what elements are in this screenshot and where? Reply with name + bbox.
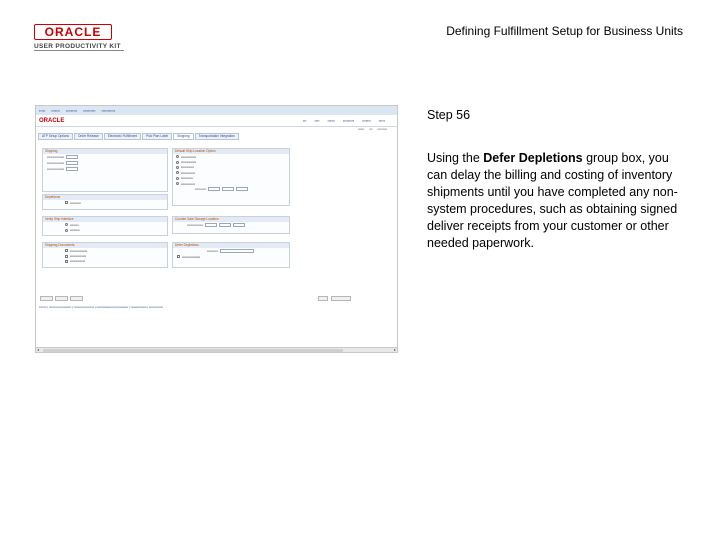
checkbox-option[interactable]: [173, 254, 289, 259]
verify-ship-interface-group: [42, 216, 168, 236]
defer-depletions-header: Defer Depletions: [173, 243, 289, 248]
field-label: ▪▪▪▪▪▪▪▪▪▪▪▪▪▪▪▪: [47, 167, 65, 171]
field-row: [173, 222, 289, 228]
defer-depletion-select[interactable]: [220, 249, 254, 253]
depletions-header: Depletions: [43, 195, 167, 200]
field-input[interactable]: [66, 155, 78, 159]
radio-icon: [176, 161, 179, 164]
defer-depletions-group: [172, 242, 290, 268]
field-label: ▪▪▪▪▪▪▪▪▪▪: [207, 249, 218, 253]
checkbox-icon: [65, 249, 68, 252]
tab-pick-plan-label[interactable]: Pick Plan Label: [142, 133, 172, 140]
checkbox-icon: [65, 260, 68, 263]
checkbox-option[interactable]: [43, 259, 167, 264]
screenshot-header-links: [303, 119, 397, 123]
shipping-group-header: Shipping: [43, 149, 167, 154]
checkbox-icon: [65, 255, 68, 258]
field-label: ▪▪▪▪▪▪▪▪▪▪▪▪▪▪▪▪: [47, 155, 65, 159]
header-link: ▪▪▪▪▪▪: [327, 118, 335, 123]
shipping-documents-group: [42, 242, 168, 268]
tab-atp-setup[interactable]: ATP Setup Options: [38, 133, 73, 140]
checkbox-label: ▪▪▪▪▪▪▪▪▪▪▪▪▪▪▪▪▪: [182, 254, 201, 259]
header-link: ▪▪▪▪: [314, 118, 320, 123]
logo-product: USER PRODUCTIVITY KIT: [34, 43, 121, 50]
radio-icon: [176, 166, 179, 169]
screenshot-footer-links: ▪▪▪▪▪▪▪ | ▪▪▪▪▪▪▪▪▪▪▪▪▪▪▪▪▪▪▪▪▪ | ▪▪▪▪▪▪▪▪▪▪▪▪▪▪▪▪▪▪▪ | ▪▪▪▪▪▪▪▪▪▪▪▪▪▪▪▪▪▪▪▪▪▪▪▪▪▪▪▪▪▪ | ▪▪▪▪▪▪▪▪▪▪▪▪▪▪▪ | ▪▪▪▪▪▪▪▪▪▪▪▪▪: [39, 305, 163, 309]
screenshot-row-4: [36, 240, 397, 268]
screenshot-button-bar-right: [318, 296, 351, 301]
checkbox-label: ▪▪▪▪▪▪▪▪▪▪: [70, 200, 81, 205]
counter-sale-group: [172, 216, 290, 234]
scrollbar-thumb[interactable]: [43, 349, 343, 352]
toolbar-button[interactable]: [55, 296, 68, 301]
screenshot-tabs: [36, 133, 397, 140]
radio-icon: [176, 182, 179, 185]
screenshot-brand: ORACLE: [39, 117, 65, 124]
checkbox-icon: [65, 201, 68, 204]
counter-sale-header: Counter Sale Storage Location: [173, 217, 289, 222]
header-link: ▪▪▪▪▪▪▪: [362, 118, 371, 123]
screenshot-top-nav: [36, 106, 397, 115]
nav-crumb: ▪▪▪▪▪▪▪: [51, 108, 60, 113]
tab-shipping[interactable]: Shipping: [173, 133, 193, 140]
screenshot-button-bar: [40, 296, 83, 301]
step-title: Step 56: [427, 108, 471, 122]
logo-brand: ORACLE: [34, 24, 112, 40]
step-text-rest: group box, you can delay the billing and costing of inventory shipments until you have completed any non-system procedures, such as obtaining signed deliver receipts from your customer or other needed paperwork.: [427, 151, 678, 250]
verify-ship-interface-header: Verify Ship Interface: [43, 217, 167, 222]
radio-label: ▪▪▪▪▪▪▪▪▪: [70, 228, 80, 233]
radio-label: ▪▪▪▪▪▪▪▪▪▪▪▪▪▪: [181, 154, 196, 159]
header-divider: [34, 50, 124, 51]
radio-icon: [65, 229, 68, 232]
checkbox-label: ▪▪▪▪▪▪▪▪▪▪▪▪▪▪▪: [70, 254, 86, 259]
oracle-upk-logo: [34, 24, 124, 50]
subbar-link: ▪▪▪▪▪▪: [357, 127, 365, 131]
field-input[interactable]: [66, 161, 78, 165]
radio-icon: [176, 155, 179, 158]
radio-label: ▪▪▪▪▪▪▪▪▪▪▪▪▪▪: [181, 160, 196, 165]
radio-label: ▪▪▪▪▪▪▪▪▪▪▪▪▪: [181, 170, 195, 175]
default-ship-location-header: Default Ship Location Option: [173, 149, 289, 154]
header-link: ▪▪▪▪▪: [378, 118, 385, 123]
header-link: ▪▪▪▪▪▪▪▪▪: [342, 118, 355, 123]
checkbox-label: ▪▪▪▪▪▪▪▪▪▪▪▪▪▪▪▪: [70, 248, 88, 253]
nav-crumb: ▪▪▪▪▪▪▪▪▪▪: [83, 108, 96, 113]
shipping-group: [42, 148, 168, 192]
tab-transportation[interactable]: Transportation Integration: [195, 133, 239, 140]
depletions-group: [42, 194, 168, 210]
field-input[interactable]: [66, 167, 78, 171]
field-input[interactable]: [208, 187, 220, 191]
document-title: Defining Fulfillment Setup for Business Units: [446, 24, 683, 38]
field-input[interactable]: [205, 223, 217, 227]
radio-label: ▪▪▪▪▪▪▪▪: [70, 222, 79, 227]
toolbar-button[interactable]: [331, 296, 351, 301]
checkbox-icon: [177, 255, 180, 258]
subbar-link: ▪▪▪: [369, 127, 373, 131]
nav-crumb: ▪▪▪▪▪: [39, 108, 46, 113]
horizontal-scrollbar[interactable]: [36, 347, 397, 352]
radio-label: ▪▪▪▪▪▪▪▪▪▪▪▪▪: [181, 181, 195, 186]
radio-icon: [176, 177, 179, 180]
default-ship-location-group: [172, 148, 290, 206]
nav-crumb: ▪▪▪▪▪▪▪▪▪: [65, 108, 78, 113]
step-description: [427, 150, 687, 252]
tab-electronic-fulfillment[interactable]: Electronic Fulfillment: [104, 133, 141, 140]
field-label: ▪▪▪▪▪▪▪▪▪▪▪▪▪▪▪▪: [47, 161, 65, 165]
field-input[interactable]: [219, 223, 231, 227]
screenshot-row-3: [36, 214, 397, 236]
field-row: [43, 166, 167, 172]
field-input[interactable]: [236, 187, 248, 191]
field-input[interactable]: [233, 223, 245, 227]
application-screenshot: [35, 105, 398, 353]
radio-option[interactable]: [43, 227, 167, 232]
step-text-highlight: Defer Depletions: [483, 151, 583, 165]
radio-label: ▪▪▪▪▪▪▪▪▪▪▪: [181, 176, 193, 181]
field-row: [173, 186, 289, 192]
nav-crumb: ▪▪▪▪▪▪▪▪▪▪▪: [101, 108, 116, 113]
checkbox-label: ▪▪▪▪▪▪▪▪▪▪▪▪▪▪: [70, 259, 85, 264]
radio-label: ▪▪▪▪▪▪▪▪▪▪▪▪: [181, 165, 194, 170]
checkbox-option[interactable]: [43, 200, 167, 205]
radio-icon: [65, 223, 68, 226]
tab-order-release[interactable]: Order Release: [74, 133, 103, 140]
step-text-lead: Using the: [427, 151, 484, 165]
screenshot-brand-bar: [36, 115, 397, 127]
scroll-left-icon[interactable]: ◂: [37, 347, 40, 352]
toolbar-button[interactable]: [70, 296, 83, 301]
subbar-link: ▪▪▪▪▪▪▪▪▪: [377, 127, 387, 131]
shipping-documents-header: Shipping Documents: [43, 243, 167, 248]
field-input[interactable]: [222, 187, 234, 191]
scroll-right-icon[interactable]: ▸: [393, 347, 396, 352]
toolbar-button[interactable]: [40, 296, 53, 301]
header-link: ▪▪▪: [302, 118, 307, 123]
field-label: ▪▪▪▪▪▪▪▪▪▪▪▪▪▪▪: [187, 223, 203, 227]
field-label: ▪▪▪▪▪▪▪▪▪▪: [195, 187, 206, 192]
toolbar-button[interactable]: [318, 296, 328, 301]
radio-icon: [176, 171, 179, 174]
